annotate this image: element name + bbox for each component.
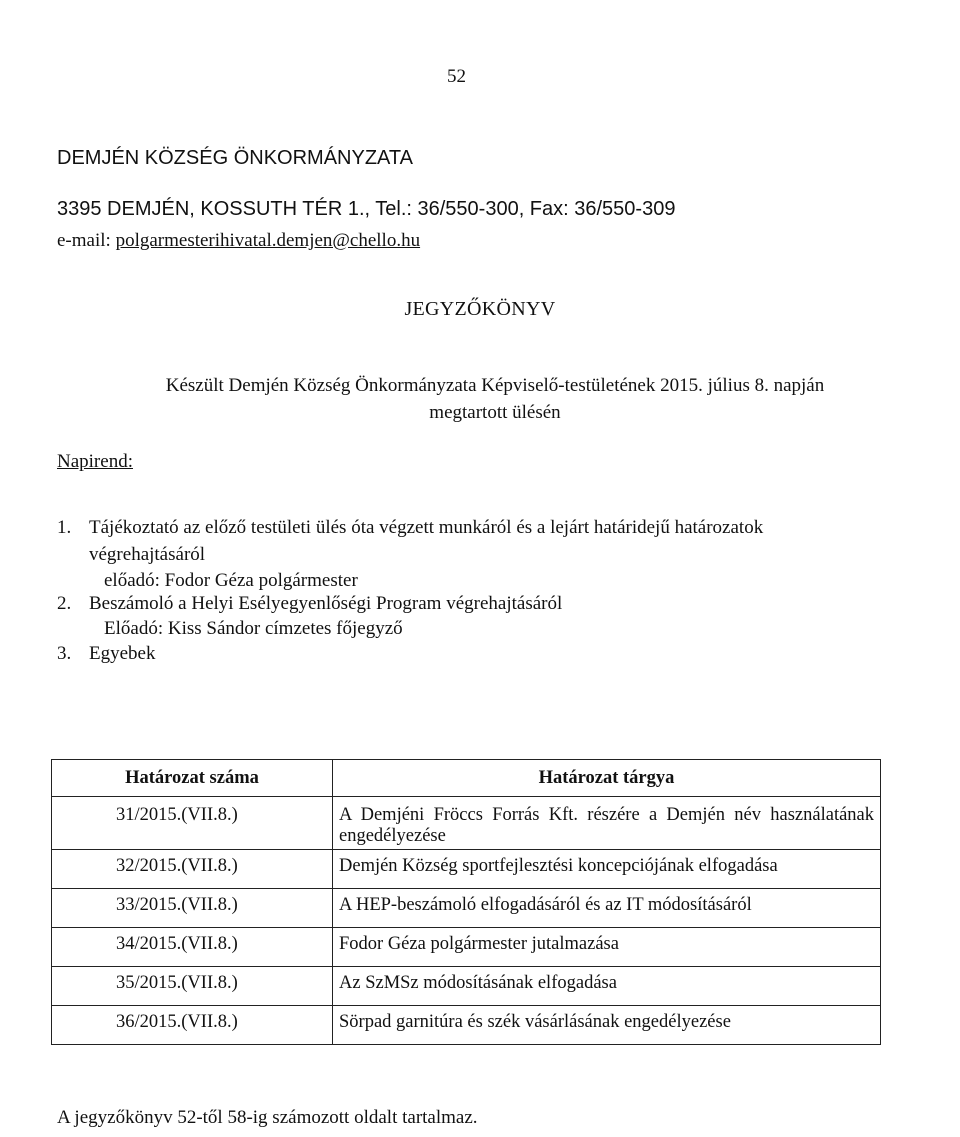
decision-number: 32/2015.(VII.8.) <box>52 850 333 889</box>
agenda-item-1 <box>57 517 763 539</box>
org-name: DEMJÉN KÖZSÉG ÖNKORMÁNYZATA <box>57 147 413 169</box>
decision-subject: A Demjéni Fröccs Forrás Kft. részére a Demjén név használatának engedélyezése <box>333 797 881 850</box>
agenda-label: Napirend: <box>57 451 133 472</box>
decision-subject: Fodor Géza polgármester jutalmazása <box>333 928 881 967</box>
decision-number: 34/2015.(VII.8.) <box>52 928 333 967</box>
column-header-number: Határozat száma <box>52 760 333 797</box>
email-line <box>57 230 420 252</box>
table-row <box>52 797 881 850</box>
agenda-item-text: Beszámoló a Helyi Esélyegyenlőségi Program végrehajtásáról <box>89 593 563 614</box>
document-title: JEGYZŐKÖNYV <box>404 298 556 320</box>
intro-line-2: megtartott ülésén <box>429 402 561 423</box>
agenda-item-2-presenter: Előadó: Kiss Sándor címzetes főjegyző <box>104 618 403 639</box>
decisions-table <box>51 759 881 1045</box>
decision-number: 31/2015.(VII.8.) <box>52 797 333 850</box>
agenda-item-text: Tájékoztató az előző testületi ülés óta végzett munkáról és a lejárt határidejű határozatok <box>89 517 764 538</box>
agenda-item-number: 3. <box>57 643 72 664</box>
table-row <box>52 850 881 889</box>
decision-number: 35/2015.(VII.8.) <box>52 967 333 1006</box>
table-header-row <box>52 760 881 797</box>
agenda-item-number: 1. <box>57 517 72 538</box>
decision-number: 36/2015.(VII.8.) <box>52 1006 333 1045</box>
org-address: 3395 DEMJÉN, KOSSUTH TÉR 1., Tel.: 36/550-300, Fax: 36/550-309 <box>57 198 676 220</box>
email-label: e-mail: <box>57 230 116 251</box>
agenda-item-number: 2. <box>57 593 72 614</box>
footer-note: A jegyzőkönyv 52-től 58-ig számozott oldalt tartalmaz. <box>57 1107 478 1128</box>
agenda-item-1-continuation: végrehajtásáról <box>89 544 206 565</box>
page-number: 52 <box>447 66 466 87</box>
decision-number: 33/2015.(VII.8.) <box>52 889 333 928</box>
table-row <box>52 967 881 1006</box>
agenda-item-text: Egyebek <box>89 643 156 664</box>
table-row <box>52 1006 881 1045</box>
agenda-item-2 <box>57 593 562 615</box>
column-header-subject: Határozat tárgya <box>333 760 881 797</box>
agenda-item-3 <box>57 643 155 665</box>
intro-line-1: Készült Demjén Község Önkormányzata Képviselő-testületének 2015. július 8. napján <box>165 375 825 396</box>
decision-subject: Sörpad garnitúra és szék vásárlásának engedélyezése <box>333 1006 881 1045</box>
agenda-item-1-presenter: előadó: Fodor Géza polgármester <box>104 570 358 591</box>
table-row <box>52 889 881 928</box>
decision-subject: Demjén Község sportfejlesztési koncepciójának elfogadása <box>333 850 881 889</box>
email-link[interactable]: polgarmesterihivatal.demjen@chello.hu <box>115 230 421 251</box>
decision-subject: A HEP-beszámoló elfogadásáról és az IT módosításáról <box>333 889 881 928</box>
decision-subject: Az SzMSz módosításának elfogadása <box>333 967 881 1006</box>
table-row <box>52 928 881 967</box>
